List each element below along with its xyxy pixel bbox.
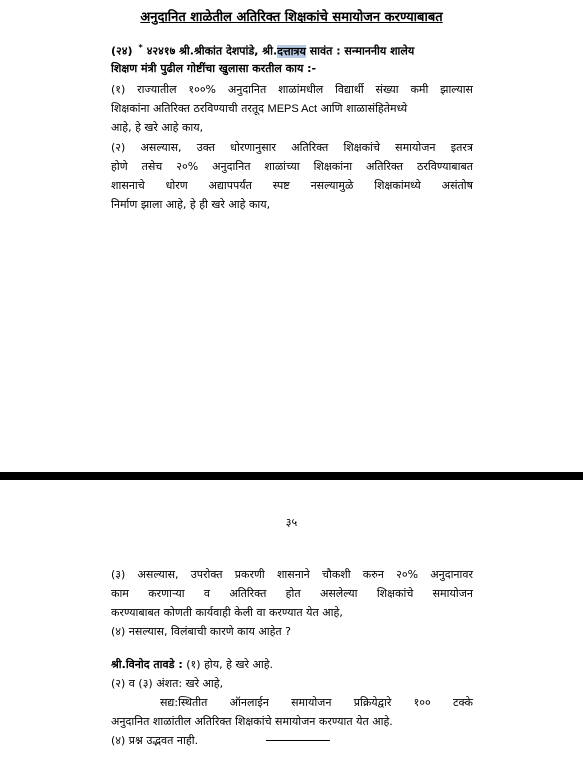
answer-2-line-3: अनुदानित शाळांतील अतिरिक्त शिक्षकांचे समायोजन करण्यात येत आहे.	[111, 715, 393, 728]
question-id: ४२४१७	[146, 44, 176, 58]
q2-line-3: शासनाचे धोरण अद्यापपर्यंत स्पष्ट नसल्यामुळे शिक्षकांमध्ये असंतोष	[111, 179, 473, 192]
q3-line-2: काम करणाऱ्या व अतिरिक्त होत असलेल्या शिक्षकांचे समायोजन	[111, 587, 473, 600]
starred-marker: *	[138, 43, 143, 52]
answer-1: (१) होय, हे खरे आहे.	[186, 658, 274, 671]
q1-line-2a: शिक्षकांना अतिरिक्त ठरविण्याची तरतूद	[111, 102, 265, 115]
q4-line-1: (४) नसल्यास, विलंबाची कारणे काय आहेत ?	[111, 625, 292, 638]
end-marker	[266, 740, 330, 741]
q1-line-1: (१) राज्यातील १००% अनुदानित शाळांमधील विद्यार्थी संख्या कमी झाल्यास	[111, 83, 473, 96]
question-intro	[111, 61, 316, 77]
answer-2: (२) व (३) अंशत: खरे आहे,	[111, 677, 224, 690]
q1-line-2b: आणि शाळासंहितेमध्ये	[320, 102, 408, 115]
q3-line-1: (३) असल्यास, उपरोक्त प्रकरणी शासनाने चौकशी करुन २०% अनुदानावर	[111, 568, 473, 581]
q2-line-1: (२) असल्यास, उक्त धोरणानुसार अतिरिक्त शिक्षकांचे समायोजन इतरत्र	[111, 141, 473, 154]
q2-line-4: निर्माण झाला आहे, हे ही खरे आहे काय,	[111, 198, 271, 211]
document-title: अनुदानित शाळेतील अतिरिक्त शिक्षकांचे समायोजन करण्याबाबत	[140, 10, 443, 25]
answer-minister: श्री.विनोद तावडे :	[111, 658, 183, 671]
question-number: (२४)	[111, 44, 133, 58]
q2-line-2: होणे तसेच २०% अनुदानित शाळांच्या शिक्षकांना अतिरिक्त ठरविण्याबाबत	[111, 160, 473, 173]
q1-line-2	[111, 101, 407, 117]
answer-4: (४) प्रश्न उद्भवत नाही.	[111, 734, 199, 747]
page-separator	[0, 472, 583, 480]
minister-addressed: शिक्षण मंत्री पुढील गोष्टींचा खुलासा करतील काय :-	[111, 62, 317, 75]
page-number: ३५	[285, 516, 298, 529]
meps-act: MEPS Act	[267, 103, 318, 115]
question-header	[111, 40, 414, 60]
question-askers-tail: सावंत : सन्माननीय शालेय	[305, 44, 415, 58]
q1-line-3: आहे, हे खरे आहे काय,	[111, 121, 204, 134]
question-askers: श्री.श्रीकांत देशपांडे, श्री.	[179, 44, 278, 58]
answer-2-line-2: सद्य:स्थितीत ऑनलाईन समायोजन प्रक्रियेद्वारे १०० टक्के	[160, 696, 473, 709]
highlighted-name[interactable]: दत्तात्रय	[277, 44, 306, 58]
q3-line-3: करण्याबाबत कोणती कार्यवाही केली वा करण्यात येत आहे,	[111, 606, 343, 619]
answer-line-1	[111, 657, 273, 673]
